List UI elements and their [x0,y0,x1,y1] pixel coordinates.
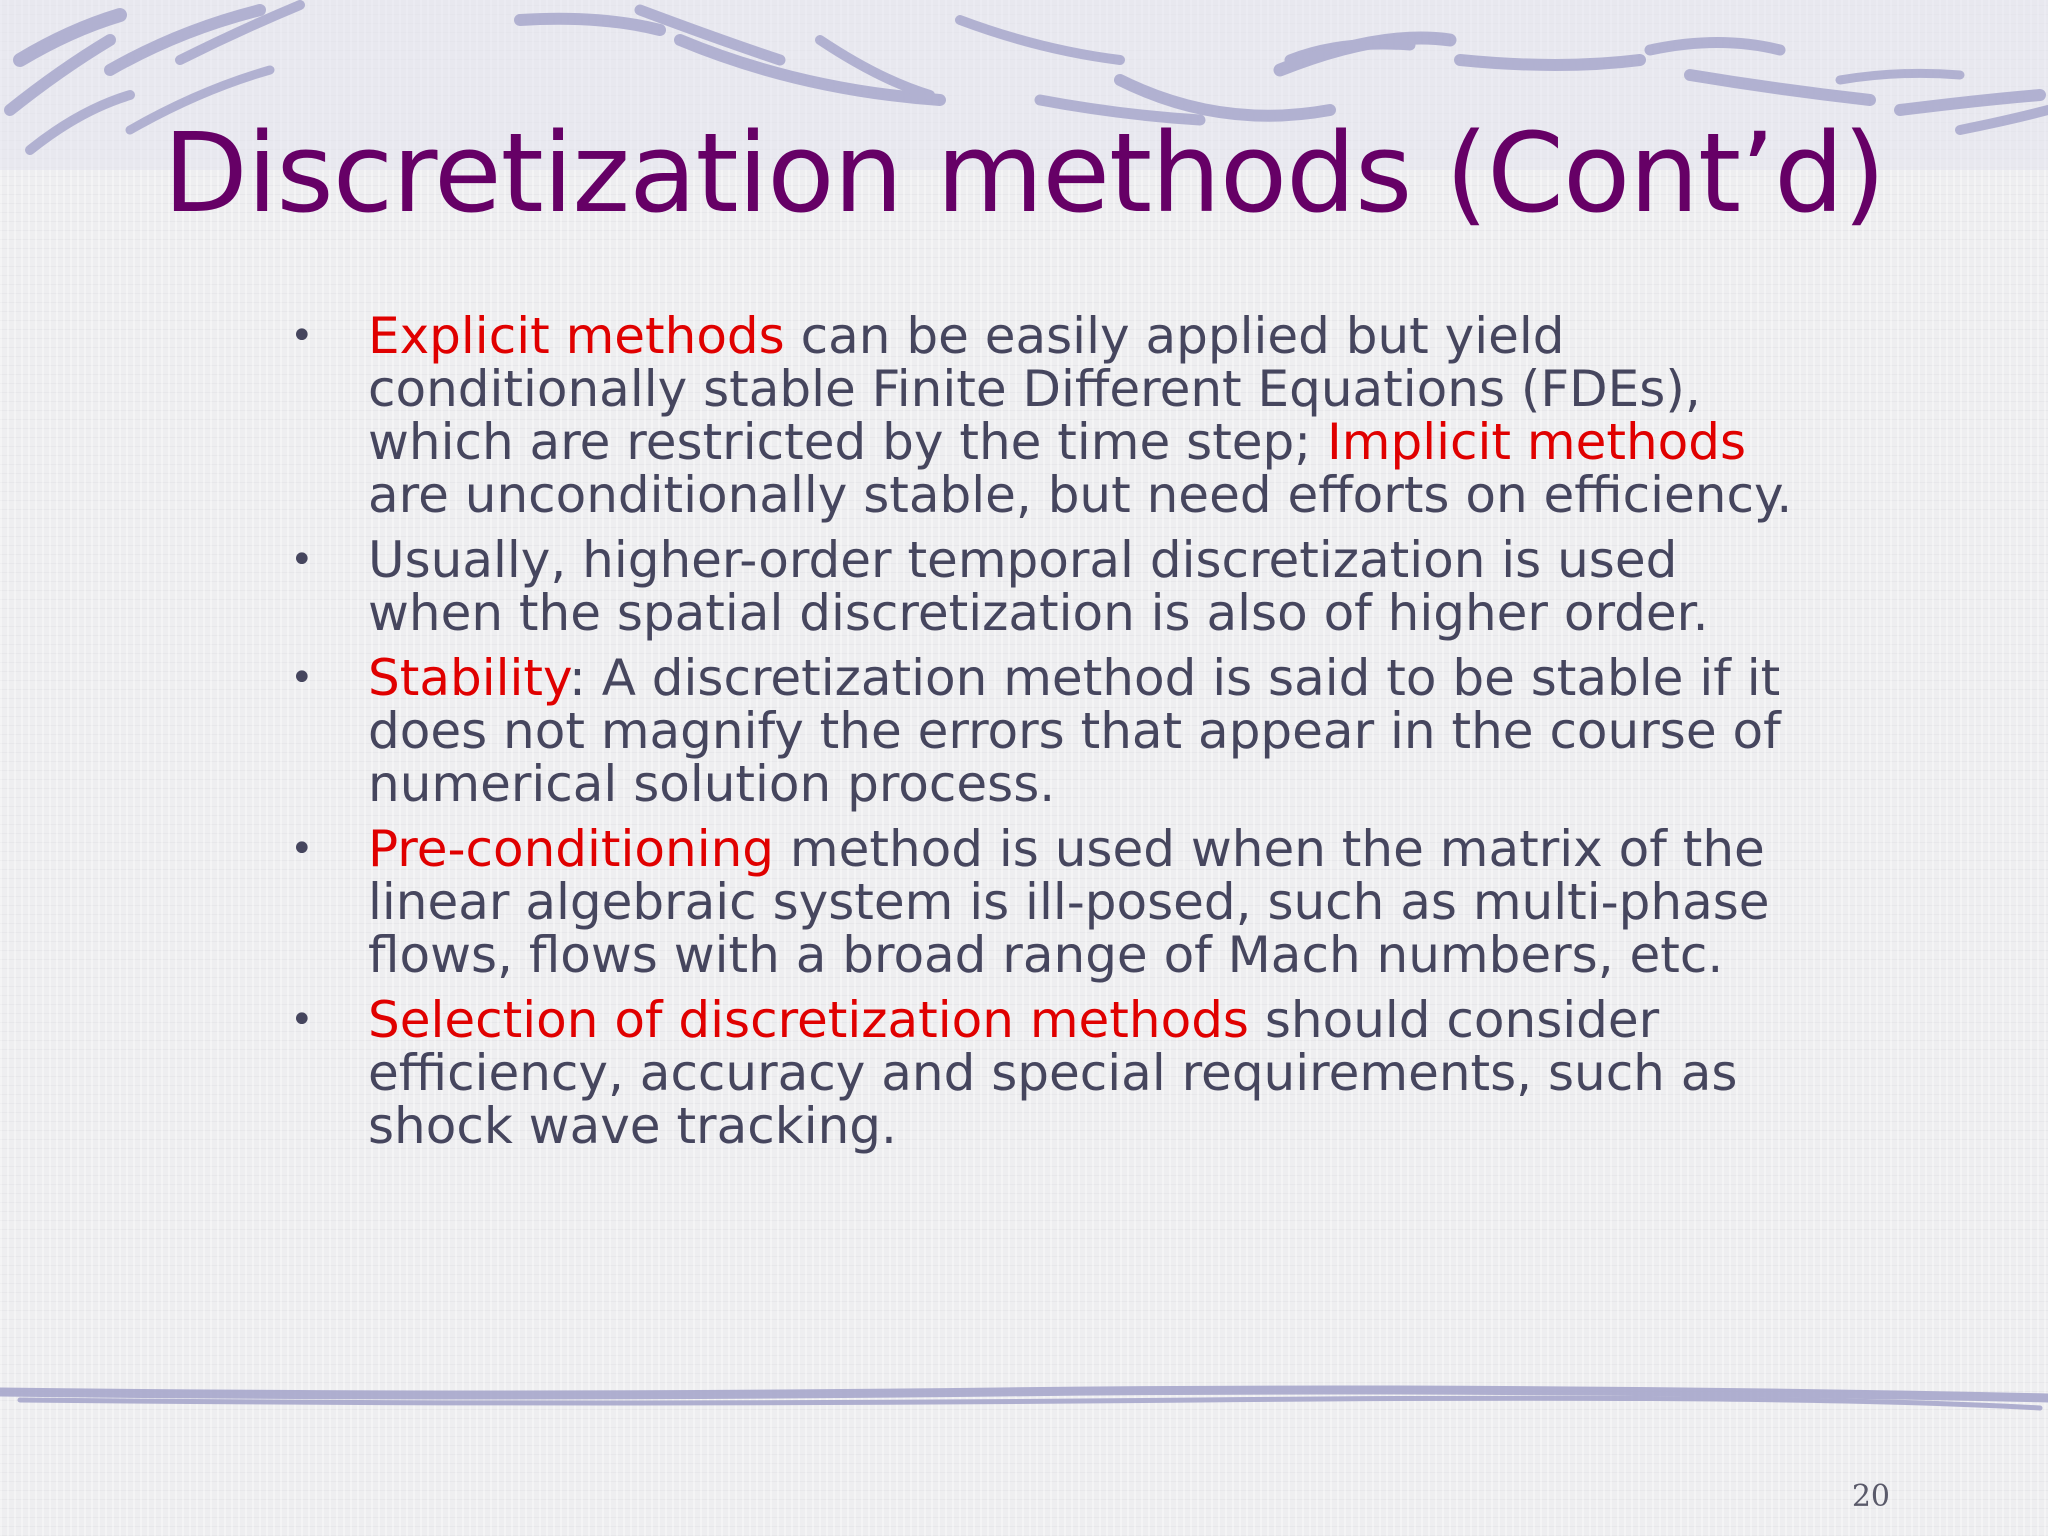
bullet-list [290,307,1810,1165]
bullet-text: method is used when the matrix of the linear algebraic system is ill-posed, such as multi-phase flows, flows with a broad range of Mach numbers, etc. [368,820,1770,984]
bullet-item-stability [290,649,1810,813]
bullet-dot: • [290,655,314,701]
bullet-dot: • [290,997,314,1043]
bullet-item-explicit-implicit [290,307,1810,524]
slide-title: Discretization methods (Cont’d) [163,109,1885,237]
bullet-text: Usually, higher-order temporal discretization is used when the spatial discretization is also of higher order. [368,531,1709,642]
term-stability: Stability [368,649,569,707]
term-selection-of-methods: Selection of discretization methods [368,991,1249,1049]
term-explicit-methods: Explicit methods [368,307,785,365]
page-number: 20 [1851,1479,1890,1514]
bullet-text: are unconditionally stable, but need efforts on efficiency. [368,466,1793,524]
bullet-item-higher-order [290,531,1810,642]
bullet-text: can be easily applied but yield conditionally stable Finite Different Equations (FDEs), which are restricted by the time step; [368,307,1701,471]
bullet-dot: • [290,313,314,359]
bullet-text: : A discretization method is said to be stable if it does not magnify the errors that appear in the course of numerical solution process. [368,649,1781,813]
bullet-text: should consider efficiency, accuracy and special requirements, such as shock wave tracking. [368,991,1738,1155]
bottom-brush-decoration [0,1370,2048,1430]
term-implicit-methods: Implicit methods [1327,413,1747,471]
bullet-item-selection [290,991,1810,1155]
term-pre-conditioning: Pre-conditioning [368,820,775,878]
bullet-dot: • [290,537,314,583]
bullet-dot: • [290,826,314,872]
bullet-item-preconditioning [290,820,1810,984]
